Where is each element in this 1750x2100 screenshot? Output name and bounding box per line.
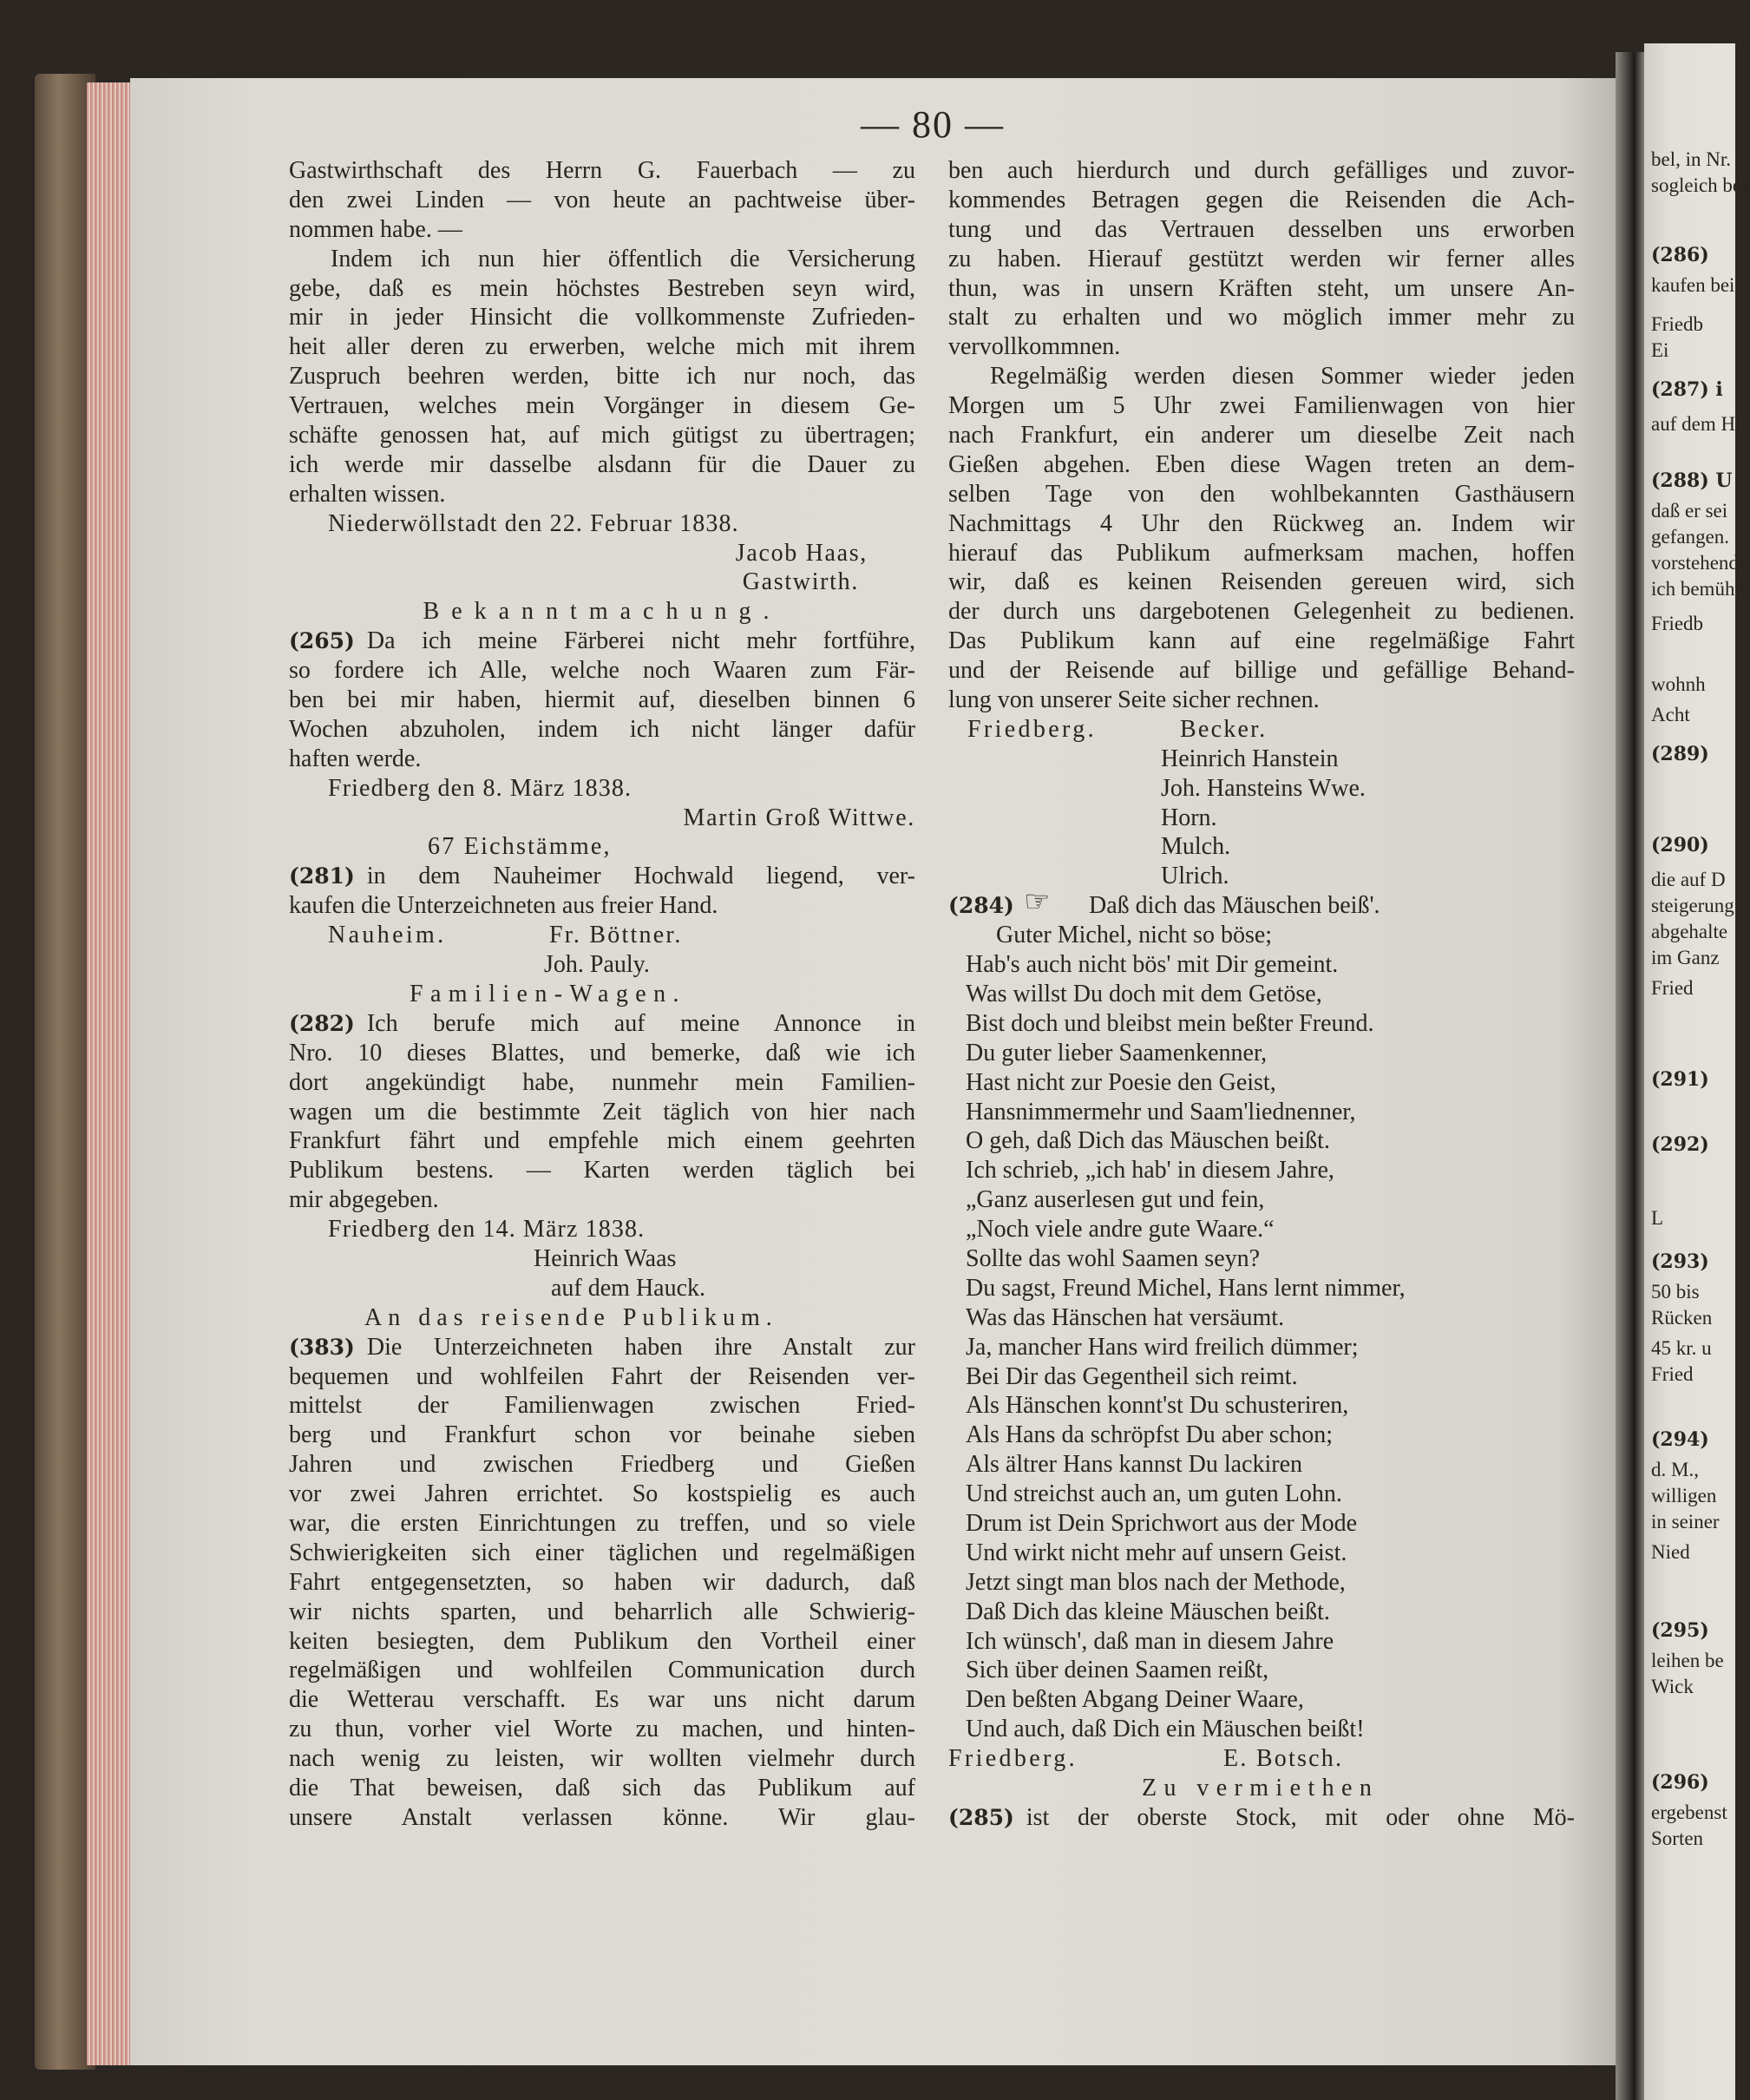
notice-number: (284) (948, 893, 1014, 919)
notice-text: in dem Nauheimer Hochwald liegend, ver- (366, 863, 915, 890)
left-column (289, 156, 915, 1833)
next-page-fragment (1644, 43, 1750, 2100)
notice-title: Daß dich das Mäuschen beiß'. (1089, 892, 1380, 920)
text-line: bequemen und wohlfeilen Fahrt der Reisenden ver- (289, 1362, 915, 1390)
text-line: mittelst der Familienwagen zwischen Fried- (289, 1392, 915, 1420)
signatory-name: Becker. (1180, 715, 1268, 743)
fragment-text: gefangen. (1651, 526, 1730, 548)
notice-number: (282) (289, 1010, 355, 1036)
fragment-text: (289) (1651, 743, 1709, 765)
text-line: Jacob Haas, (735, 539, 868, 567)
text-line: wagen um die bestimmte Zeit täglich von hier nach (289, 1098, 915, 1125)
text-line: Heinrich Waas (534, 1244, 677, 1272)
text-line (289, 862, 915, 891)
fragment-text: (294) (1651, 1428, 1709, 1451)
text-line: Nro. 10 dieses Blattes, und bemerke, daß wie ich (289, 1039, 915, 1066)
text-line: Als Hans da schröpfst Du aber schon; (966, 1421, 1334, 1449)
book-gutter (1616, 52, 1647, 2100)
text-line: Was willst Du doch mit dem Getöse, (966, 980, 1322, 1007)
text-line: Ich wünsch', daß man in diesem Jahre (966, 1627, 1334, 1655)
text-line: gebe, daß es mein höchstes Bestreben seyn wird, (289, 274, 915, 302)
text-line: Friedberg den 14. März 1838. (328, 1216, 646, 1244)
fragment-text: Fried (1651, 977, 1694, 999)
text-line: Gießen abgehen. Eben diese Wagen treten an dem- (948, 450, 1575, 478)
text-line: Und streichst auch an, um guten Lohn. (966, 1480, 1342, 1508)
signature-line (289, 921, 915, 950)
fragment-text: (286) (1651, 244, 1709, 266)
text-line: Vertrauen, welches mein Vorgänger in diesem Ge- (289, 392, 915, 420)
text-line: Jetzt singt man blos nach der Methode, (966, 1568, 1346, 1596)
fragment-text: steigerung (1651, 895, 1734, 916)
text-line: Nachmittags 4 Uhr den Rückweg an. Indem wir (948, 509, 1575, 537)
text-line: Bist doch und bleibst mein beßter Freund. (966, 1009, 1374, 1037)
notice-number: (383) (289, 1334, 355, 1360)
text-line: und der Reisende auf billige und gefällige Behand- (948, 657, 1575, 685)
signature-line (948, 715, 1575, 745)
text-line: Indem ich nun hier öffentlich die Versicherung (331, 245, 915, 272)
text-line: Guter Michel, nicht so böse; (996, 922, 1273, 949)
fragment-text: leihen be (1651, 1650, 1724, 1671)
signatory-name: Fr. Böttner. (549, 922, 683, 949)
text-line: tung und das Vertrauen desselben uns erworben (948, 215, 1575, 243)
text-line: thun, was in unsern Kräften steht, um unsere An- (948, 274, 1575, 302)
text-line: Morgen um 5 Uhr zwei Familienwagen von hier (948, 392, 1575, 420)
text-line: Sich über deinen Saamen reißt, (966, 1657, 1269, 1684)
fragment-text: abgehalte (1651, 921, 1728, 942)
text-line: heit aller deren zu erwerben, welche mich mit ihrem (289, 333, 915, 361)
text-line: kaufen die Unterzeichneten aus freier Hand. (289, 892, 718, 920)
fragment-text: die auf D (1651, 869, 1726, 890)
text-line: „Noch viele andre gute Waare.“ (966, 1216, 1275, 1244)
text-line: kommendes Betragen gegen die Reisenden die Ach- (948, 186, 1575, 213)
notice-heading (948, 884, 1575, 921)
text-line: Niederwöllstadt den 22. Februar 1838. (328, 509, 739, 537)
text-line: Daß Dich das kleine Mäuschen beißt. (966, 1598, 1330, 1625)
fragment-text: 45 kr. u (1651, 1337, 1712, 1359)
text-line: Fahrt entgegensetzten, so haben wir dadurch, daß (289, 1568, 915, 1596)
fragment-text: in seiner (1651, 1511, 1720, 1532)
text-line (289, 1333, 915, 1362)
text-line: Gastwirthschaft des Herrn G. Fauerbach — zu (289, 157, 915, 184)
text-line (289, 1009, 915, 1039)
text-line: schäfte genossen hat, auf mich gütigst zu übertragen; (289, 422, 915, 450)
text-line: hierauf das Publikum aufmerksam machen, hoffen (948, 539, 1575, 567)
text-line: keiten besiegten, dem Publikum den Vortheil einer (289, 1627, 915, 1655)
text-line: Zu vermiethen (1142, 1774, 1380, 1801)
fragment-text: daß er sei (1651, 500, 1728, 522)
text-line: Horn. (1161, 804, 1217, 831)
text-line: zu thun, vorher viel Worte zu machen, und hinten- (289, 1716, 915, 1743)
notice-text: Ich berufe mich auf meine Annonce in (366, 1009, 915, 1037)
text-line: den zwei Linden — von heute an pachtweise über- (289, 186, 915, 213)
text-line: Schwierigkeiten sich einer täglichen und regelmäßigen (289, 1539, 915, 1566)
signatory-name: E. Botsch. (1223, 1745, 1344, 1773)
text-line: Das Publikum kann auf eine regelmäßige Fahrt (948, 627, 1575, 655)
text-line: wir nichts sparten, und beharrlich alle Schwierig- (289, 1598, 915, 1625)
fragment-text: (290) (1651, 834, 1709, 856)
text-line: Was das Hänschen hat versäumt. (966, 1303, 1285, 1331)
text-line: Und wirkt nicht mehr auf unsern Geist. (966, 1539, 1347, 1566)
text-line: mir in jeder Hinsicht die vollkommenste Zufrieden- (289, 304, 915, 331)
text-line: Sollte das wohl Saamen seyn? (966, 1244, 1261, 1272)
text-line: Jahren und zwischen Friedberg und Gießen (289, 1451, 915, 1479)
text-line: mir abgegeben. (289, 1186, 439, 1214)
text-line: Ulrich. (1161, 863, 1229, 890)
fragment-text: auf dem H (1651, 413, 1736, 435)
fragment-text: 50 bis (1651, 1281, 1700, 1303)
text-line: auf dem Hauck. (551, 1274, 706, 1302)
text-line: vor zwei Jahren errichtet. So kostspielig es auch (289, 1480, 915, 1508)
text-line: Bei Dir das Gegentheil sich reimt. (966, 1362, 1298, 1390)
fragment-text: Nied (1651, 1541, 1690, 1563)
page-number: — 80 — (861, 103, 1005, 146)
fragment-text: Rücken (1651, 1307, 1713, 1329)
text-line: Joh. Hansteins Wwe. (1161, 774, 1366, 802)
fragment-text: (295) (1651, 1619, 1709, 1642)
notice-text: Die Unterzeichneten haben ihre Anstalt zur (366, 1333, 915, 1361)
text-line: Und auch, daß Dich ein Mäuschen beißt! (966, 1716, 1365, 1743)
text-line: Gastwirth. (742, 568, 859, 596)
fragment-text: im Ganz (1651, 947, 1720, 968)
text-line: lung von unserer Seite sicher rechnen. (948, 686, 1320, 714)
text-line: unsere Anstalt verlassen könne. Wir glau- (289, 1803, 915, 1831)
text-line: dort angekündigt habe, nunmehr mein Familien- (289, 1068, 915, 1096)
text-line: nach wenig zu leisten, wir wollten vielmehr durch (289, 1745, 915, 1773)
text-line: „Ganz auserlesen gut und fein, (966, 1186, 1265, 1214)
notice-number: (265) (289, 628, 355, 654)
fragment-text: ich bemüht (1651, 578, 1740, 600)
text-line: An das reisende Publikum. (364, 1303, 778, 1331)
place-name: Friedberg. (948, 1745, 1078, 1773)
text-line: ben bei mir haben, hiermit auf, dieselben binnen 6 (289, 686, 915, 714)
text-line: Ja, mancher Hans wird freilich dümmer; (966, 1333, 1359, 1361)
text-line: Frankfurt fährt und empfehle mich einem geehrten (289, 1127, 915, 1155)
text-line: Heinrich Hanstein (1161, 745, 1339, 772)
text-line (289, 627, 915, 656)
text-line: berg und Frankfurt schon vor beinahe sieben (289, 1421, 915, 1449)
text-line: ich werde mir dasselbe alsdann für die Dauer zu (289, 450, 915, 478)
text-line: nach Frankfurt, ein anderer um dieselbe Zeit nach (948, 422, 1575, 450)
notice-number: (281) (289, 863, 355, 889)
fragment-text: (293) (1651, 1250, 1709, 1273)
fragment-text: Sorten (1651, 1828, 1704, 1849)
fragment-text: (296) (1651, 1771, 1709, 1794)
text-line: die Wetterau verschafft. Es war uns nicht darum (289, 1686, 915, 1714)
text-line: ben auch hierdurch und durch gefälliges und zuvor- (948, 157, 1575, 184)
place-name: Friedberg. (967, 715, 1097, 743)
fragment-text: Friedb (1651, 613, 1704, 634)
text-line: 67 Eichstämme, (428, 833, 612, 861)
text-line: Hast nicht zur Poesie den Geist, (966, 1068, 1276, 1096)
fragment-text: willigen (1651, 1485, 1717, 1506)
text-line: die That beweisen, daß sich das Publikum auf (289, 1774, 915, 1801)
text-line: Friedberg den 8. März 1838. (328, 774, 632, 802)
pointing-hand-icon: ☞ (1024, 884, 1051, 920)
text-line: war, die ersten Einrichtungen zu treffen, und so viele (289, 1509, 915, 1537)
fragment-text: Wick (1651, 1676, 1694, 1697)
text-line: so fordere ich Alle, welche noch Waaren zum Fär- (289, 657, 915, 685)
fragment-text: (292) (1651, 1133, 1709, 1156)
text-line: erhalten wissen. (289, 480, 446, 508)
fragment-text: vorstehend (1651, 552, 1739, 574)
fragment-text: Fried (1651, 1363, 1694, 1385)
text-line: Ich schrieb, „ich hab' in diesem Jahre, (966, 1157, 1334, 1185)
text-line: Hansnimmermehr und Saam'liednenner, (966, 1098, 1356, 1125)
text-line: Den beßten Abgang Deiner Waare, (966, 1686, 1304, 1714)
text-line: Regelmäßig werden diesen Sommer wieder jeden (990, 363, 1575, 390)
text-line: Als ältrer Hans kannst Du lackiren (966, 1451, 1302, 1479)
text-line: O geh, daß Dich das Mäuschen beißt. (966, 1127, 1330, 1155)
fragment-text: Ei (1651, 339, 1669, 361)
text-line: nommen habe. — (289, 215, 462, 243)
text-line: haften werde. (289, 745, 422, 772)
notice-text: ist der oberste Stock, mit oder ohne Mö- (1026, 1803, 1575, 1831)
text-line: Publikum bestens. — Karten werden täglich bei (289, 1157, 915, 1185)
notice-text: Da ich meine Färberei nicht mehr fortführe, (366, 627, 915, 655)
text-line: Mulch. (1161, 833, 1231, 861)
text-line: Martin Groß Wittwe. (683, 804, 915, 831)
fragment-text: (287) i (1651, 378, 1723, 401)
text-line: Familien-Wagen. (410, 980, 686, 1007)
text-line: stalt zu erhalten und wo möglich immer mehr zu (948, 304, 1575, 331)
text-line: selben Tage von den wohlbekannten Gasthäusern (948, 480, 1575, 508)
fragment-text: kaufen bei (1651, 274, 1735, 296)
text-line: Hab's auch nicht bös' mit Dir gemeint. (966, 951, 1339, 979)
text-line (948, 1803, 1575, 1833)
text-line: Joh. Pauly. (544, 951, 650, 979)
text-line: Als Hänschen konnt'st Du schusteriren, (966, 1392, 1349, 1420)
fragment-text: ergebenst (1651, 1801, 1727, 1823)
signature-line (948, 1744, 1575, 1774)
text-line: wir, daß es keinen Reisenden gereuen wird, sich (948, 568, 1575, 596)
text-line: Wochen abzuholen, indem ich nicht länger dafür (289, 715, 915, 743)
text-line: Zuspruch beehren werden, bitte ich nur noch, das (289, 363, 915, 390)
text-line: zu haben. Hierauf gestützt werden wir ferner alles (948, 245, 1575, 272)
fragment-text: wohnh (1651, 673, 1706, 695)
text-line: regelmäßigen und wohlfeilen Communication durch (289, 1657, 915, 1684)
text-line: Du guter lieber Saamenkenner, (966, 1039, 1268, 1066)
text-line: Drum ist Dein Sprichwort aus der Mode (966, 1509, 1358, 1537)
text-line: vervollkommnen. (948, 333, 1121, 361)
fragment-text: bel, in Nr. (1651, 148, 1731, 170)
place-name: Nauheim. (328, 922, 447, 949)
text-line: der durch uns dargebotenen Gelegenheit zu bedienen. (948, 598, 1575, 626)
notice-number: (285) (948, 1804, 1014, 1830)
text-line: Du sagst, Freund Michel, Hans lernt nimmer, (966, 1274, 1406, 1302)
fragment-text: sogleich bez (1651, 174, 1750, 196)
right-column (948, 156, 1575, 1833)
fragment-text: (288) U (1651, 469, 1733, 492)
fragment-text: Friedb (1651, 313, 1704, 335)
text-line: Bekanntmachung. (423, 598, 782, 626)
fragment-text: d. M., (1651, 1459, 1699, 1480)
fragment-text: Acht (1651, 704, 1690, 725)
fragment-text: L (1651, 1207, 1664, 1229)
fragment-text: (291) (1651, 1068, 1709, 1091)
